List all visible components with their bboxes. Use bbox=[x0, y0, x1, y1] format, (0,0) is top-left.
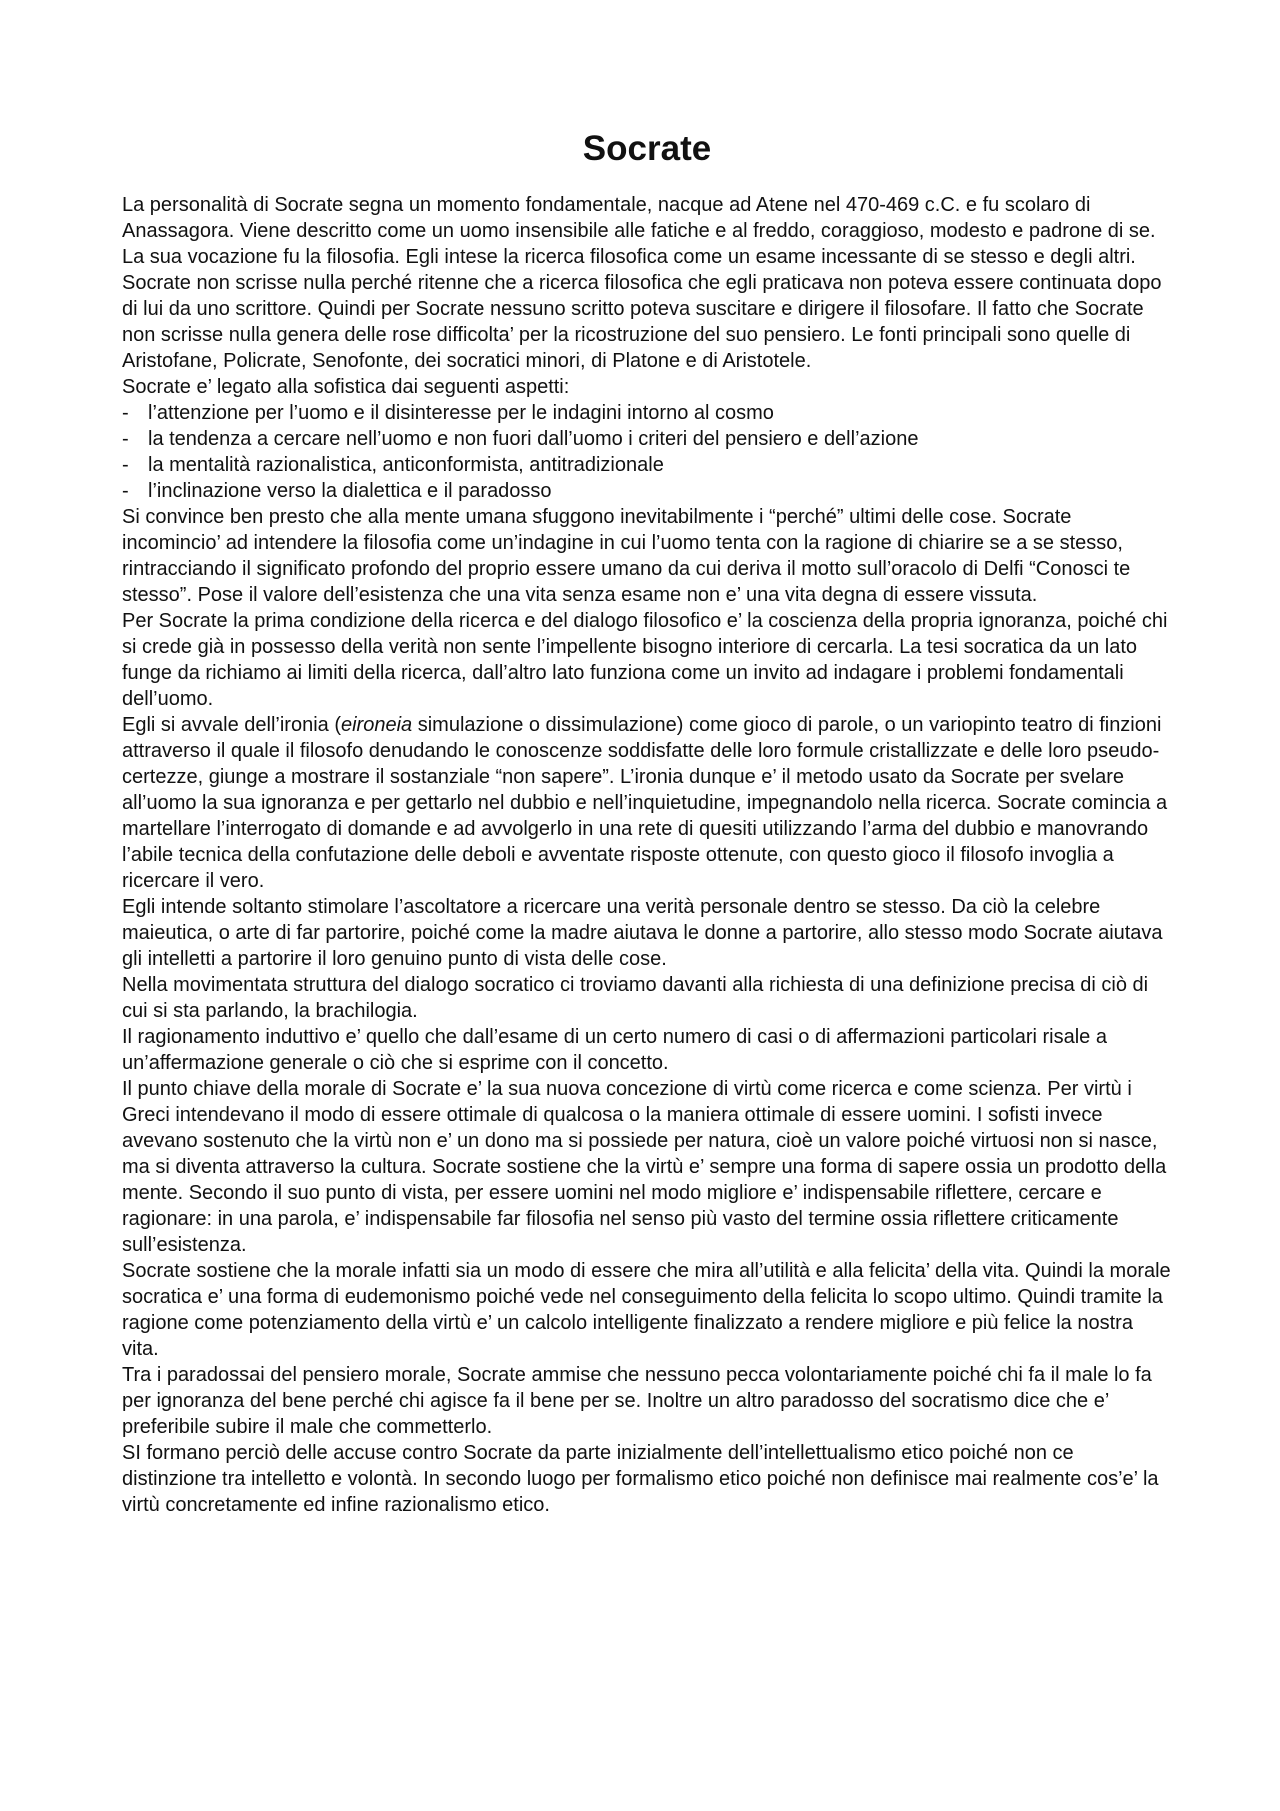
bullet-marker: - bbox=[122, 402, 129, 424]
paragraph-ignorance: Per Socrate la prima condizione della ricerca e del dialogo filosofico e’ la coscienza della propria ignoranza, poiché chi si crede già in possesso della verità non sente l’impellente bisogno interiore di cercarla. La tesi socratica da un lato funge da richiamo ai limiti della ricerca, dall’altro lato funziona come un invito ad indagare i problemi fondamentali dell’uomo. bbox=[122, 610, 1168, 710]
bullet-marker: - bbox=[122, 428, 129, 450]
bullet-marker: - bbox=[122, 480, 129, 502]
list-item bbox=[122, 400, 1172, 426]
document-page bbox=[122, 128, 1172, 1518]
list-item bbox=[122, 478, 1172, 504]
paragraph-virtue: Il punto chiave della morale di Socrate e’ la sua nuova concezione di virtù come ricerca e come scienza. Per virtù i Greci intendevano il modo di essere ottimale di qualcosa o la maniera ottimale di essere uomini. I sofisti invece avevano sostenuto che la virtù non e’ un dono ma si possiede per natura, cioè un valore poiché virtuosi non si nasce, ma si diventa attraverso la cultura. Socrate sostiene che la virtù e’ sempre una forma di sapere ossia un prodotto della mente. Secondo il suo punto di vista, per essere uomini nel modo migliore e’ indispensabile riflettere, cercare e ragionare: in una parola, e’ indispensabile far filosofia nel senso più vasto del termine ossia riflettere criticamente sull’esistenza. bbox=[122, 1078, 1167, 1256]
list-item-text: l’attenzione per l’uomo e il disinteresse per le indagini intorno al cosmo bbox=[148, 402, 774, 424]
paragraph-paradoxes: Tra i paradossai del pensiero morale, Socrate ammise che nessuno pecca volontariamente poiché chi fa il male lo fa per ignoranza del bene perché chi agisce fa il bene per se. Inoltre un altro paradosso del socratismo dice che e’ preferibile subire il male che commetterlo. bbox=[122, 1364, 1152, 1438]
paragraph-maieutics: Egli intende soltanto stimolare l’ascoltatore a ricercare una verità personale dentro se stesso. Da ciò la celebre maieutica, o arte di far partorire, poiché come la madre aiutava le donne a partorire, allo stesso modo Socrate aiutava gli intelletti a partorire il loro genuino punto di vista delle cose. bbox=[122, 896, 1163, 970]
paragraph-biography: La personalità di Socrate segna un momento fondamentale, nacque ad Atene nel 470-469 c.C. e fu scolaro di Anassagora. Viene descritto come un uomo insensibile alle fatiche e al freddo, coraggioso, modesto e padrone di se. La sua vocazione fu la filosofia. Egli intese la ricerca filosofica come un esame incessante di se stesso e degli altri. Socrate non scrisse nulla perché ritenne che a ricerca filosofica che egli praticava non poteva essere continuata dopo di lui da uno scrittore. Quindi per Socrate nessuno scritto poteva suscitare e dirigere il filosofare. Il fatto che Socrate non scrisse nulla genera delle rose difficolta’ per la ricostruzione del suo pensiero. Le fonti principali sono quelle di Aristofane, Policrate, Senofonte, dei socratici minori, di Platone e di Aristotele. bbox=[122, 194, 1162, 372]
paragraph-irony bbox=[122, 712, 1172, 894]
sophistry-aspects-list bbox=[122, 400, 1172, 504]
document-body bbox=[122, 192, 1172, 1518]
paragraph-know-thyself: Si convince ben presto che alla mente umana sfuggono inevitabilmente i “perché” ultimi delle cose. Socrate incomincio’ ad intendere la filosofia come un’indagine in cui l’uomo tenta con la ragione di chiarire se a se stesso, rintracciando il significato profondo del proprio essere umano da cui deriva il motto sull’oracolo di Delfi “Conosci te stesso”. Pose il valore dell’esistenza che una vita senza esame non e’ una vita degna di essere vissuta. bbox=[122, 506, 1131, 606]
paragraph-induction: Il ragionamento induttivo e’ quello che dall’esame di un certo numero di casi o di affermazioni particolari risale a un’affermazione generale o ciò che si esprime con il concetto. bbox=[122, 1026, 1107, 1074]
paragraph-accusations: SI formano perciò delle accuse contro Socrate da parte inizialmente dell’intellettualismo etico poiché non ce distinzione tra intelletto e volontà. In secondo luogo per formalismo etico poiché non definisce mai realmente cos’e’ la virtù concretamente ed infine razionalismo etico. bbox=[122, 1442, 1159, 1516]
irony-text-start: Egli si avvale dell’ironia ( bbox=[122, 714, 341, 736]
paragraph-eudemonism: Socrate sostiene che la morale infatti sia un modo di essere che mira all’utilità e alla felicita’ della vita. Quindi la morale socratica e’ una forma di eudemonismo poiché vede nel conseguimento della felicita lo scopo ultimo. Quindi tramite la ragione come potenziamento della virtù e’ un calcolo intelligente finalizzato a rendere migliore e più felice la nostra vita. bbox=[122, 1260, 1171, 1360]
list-item-text: la tendenza a cercare nell’uomo e non fuori dall’uomo i criteri del pensiero e dell’azione bbox=[148, 428, 919, 450]
list-item bbox=[122, 452, 1172, 478]
list-item bbox=[122, 426, 1172, 452]
eironeia-term: eironeia bbox=[340, 714, 413, 736]
paragraph-brachylogy: Nella movimentata struttura del dialogo socratico ci troviamo davanti alla richiesta di una definizione precisa di ciò di cui si sta parlando, la brachilogia. bbox=[122, 974, 1149, 1022]
page-title: Socrate bbox=[582, 129, 712, 168]
paragraph-sophistry-intro: Socrate e’ legato alla sofistica dai seguenti aspetti: bbox=[122, 376, 570, 398]
irony-text-end: simulazione o dissimulazione) come gioco di parole, o un variopinto teatro di finzioni attraverso il quale il filosofo denudando le conoscenze soddisfatte delle loro formule cristallizzate e delle loro pseudo-certezze, giunge a mostrare il sostanziale “non sapere”. L’ironia dunque e’ il metodo usato da Socrate per svelare all’uomo la sua ignoranza e per gettarlo nel dubbio e nell’inquietudine, impegnandolo nella ricerca. Socrate comincia a martellare l’interrogato di domande e ad avvolgerlo in una rete di quesiti utilizzando l’arma del dubbio e manovrando l’abile tecnica della confutazione delle deboli e avventate risposte ottenute, con questo gioco il filosofo invoglia a ricercare il vero. bbox=[122, 714, 1168, 892]
bullet-marker: - bbox=[122, 454, 129, 476]
list-item-text: la mentalità razionalistica, anticonformista, antitradizionale bbox=[148, 454, 664, 476]
list-item-text: l’inclinazione verso la dialettica e il paradosso bbox=[148, 480, 552, 502]
